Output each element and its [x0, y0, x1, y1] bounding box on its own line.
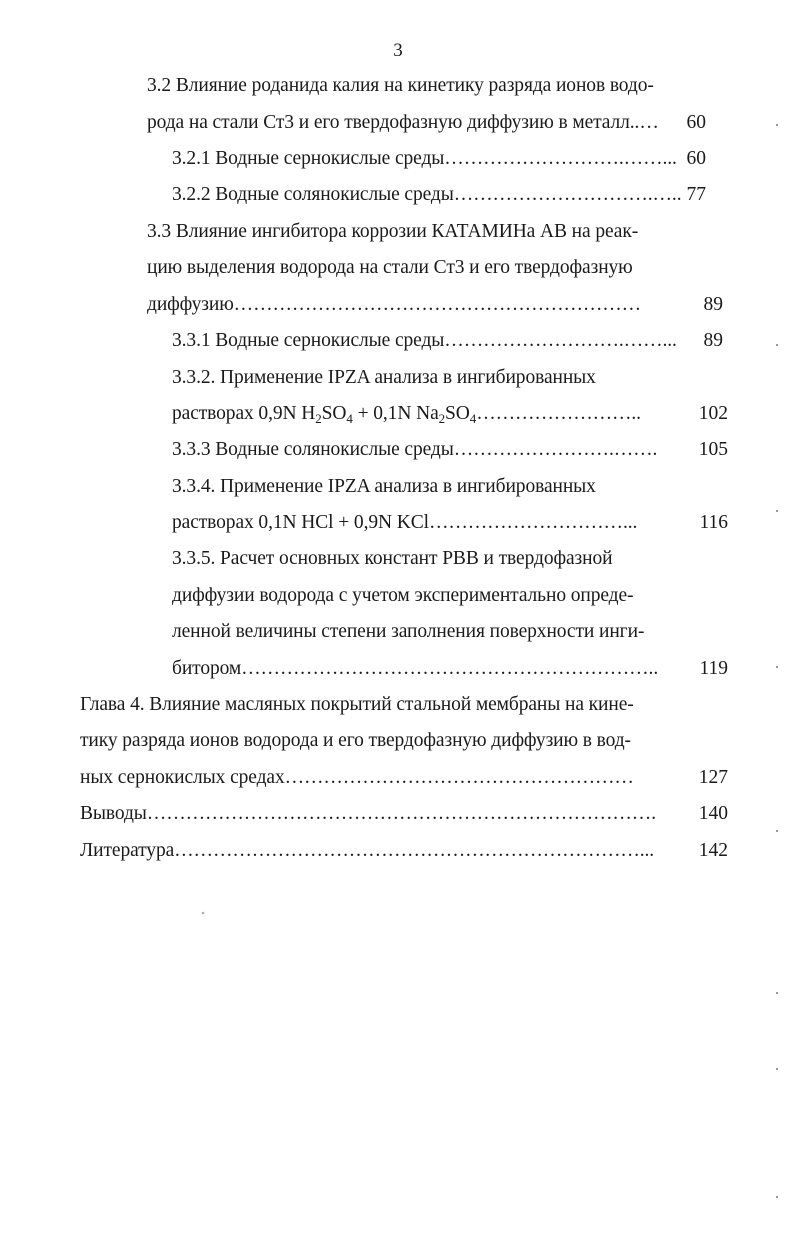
toc-3-3-2-page: 102 [698, 403, 728, 424]
toc-3-3-4-line-2: растворах 0,1N HCl + 0,9N KCl…………………………... [172, 512, 638, 533]
toc-3-3-5-line-1: 3.3.5. Расчет основных констант РВВ и твердофазной [172, 548, 613, 569]
toc-chapter-4-line-1: Глава 4. Влияние масляных покрытий стальной мембраны на кине- [80, 694, 634, 715]
toc-3-3-5-page: 119 [699, 658, 728, 679]
toc-3-3-3: 3.3.3 Водные солянокислые среды…………………….……. [172, 439, 658, 460]
toc-3-2-1: 3.2.1 Водные сернокислые среды……………………….……... [172, 148, 677, 169]
page-number: 3 [393, 40, 403, 61]
toc-3-2-line-2: рода на стали Ст3 и его твердофазную диффузию в металл..… [147, 112, 659, 133]
scan-speck [776, 992, 778, 994]
toc-conclusions-page: 140 [698, 803, 728, 824]
toc-3-2-2-page: 77 [686, 184, 706, 205]
toc-3-3-line-2: цию выделения водорода на стали Ст3 и его твердофазную [147, 257, 633, 278]
toc-3-3-4-line-1: 3.3.4. Применение IPZA анализа в ингибированных [172, 476, 596, 497]
toc-3-3-1: 3.3.1 Водные сернокислые среды……………………….……... [172, 330, 677, 351]
formula-part: SO [321, 403, 347, 424]
subscript: 4 [346, 411, 353, 426]
scan-speck [776, 1196, 778, 1198]
scan-speck [776, 666, 778, 668]
toc-3-3-3-page: 105 [698, 439, 728, 460]
toc-3-2-line-1: 3.2 Влияние роданида калия на кинетику разряда ионов водо- [147, 75, 654, 96]
scan-speck [776, 510, 778, 512]
toc-3-3-page: 89 [703, 294, 723, 315]
toc-3-2-page: 60 [686, 112, 706, 133]
toc-3-3-line-3: диффузию……………………………………………………… [147, 294, 642, 315]
scan-speck [202, 912, 205, 915]
scan-speck [776, 830, 778, 832]
toc-3-3-4-page: 116 [699, 512, 728, 533]
formula-part: + 0,1N Na [352, 403, 439, 424]
toc-3-3-5-line-4: битором……………………………………………………….. [172, 658, 659, 679]
scan-speck [776, 344, 778, 346]
toc-3-2-1-page: 60 [686, 148, 706, 169]
toc-3-3-2-prefix: растворах 0,9N H [172, 403, 316, 424]
subscript: 4 [469, 411, 477, 426]
toc-chapter-4-line-3: ных сернокислых средах……………………………………………… [80, 767, 634, 788]
subscript: 2 [315, 411, 322, 426]
formula-part: SO [445, 403, 470, 424]
toc-3-3-2-line-2 [172, 402, 641, 426]
toc-3-3-5-line-2: диффузии водорода с учетом экспериментально опреде- [172, 585, 634, 606]
toc-3-3-2-line-1: 3.3.2. Применение IPZA анализа в ингибированных [172, 367, 596, 388]
toc-3-2-2: 3.2.2 Водные солянокислые среды………………………….….. [172, 184, 682, 205]
toc-conclusions: Выводы……………………………………………………………………. [80, 803, 656, 824]
toc-chapter-4-line-2: тику разряда ионов водорода и его твердофазную диффузию в вод- [80, 730, 631, 751]
toc-3-3-5-line-3: ленной величины степени заполнения поверхности инги- [172, 621, 645, 642]
toc-chapter-4-page: 127 [698, 767, 728, 788]
toc-literature-page: 142 [698, 840, 728, 861]
toc-3-3-line-1: 3.3 Влияние ингибитора коррозии КАТАМИНа АВ на реак- [147, 221, 639, 242]
leader-dots: …………………….. [476, 403, 641, 424]
toc-literature: Литература………………………………………………………………... [80, 840, 655, 861]
scan-speck [776, 1068, 778, 1070]
toc-3-3-1-page: 89 [703, 330, 723, 351]
scan-speck [776, 124, 778, 126]
subscript: 2 [438, 411, 446, 426]
